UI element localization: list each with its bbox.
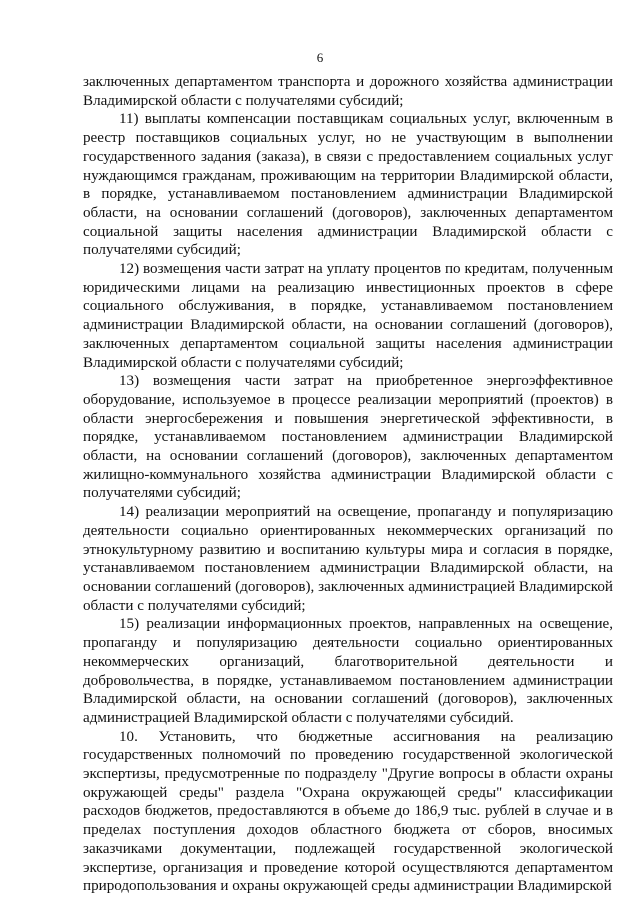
document-body <box>83 73 613 896</box>
page-number: 6 <box>316 50 324 65</box>
paragraph-item-15: 15) реализации информационных проектов, направленных на освещение, пропаганду и популяризацию деятельности социально ориентированных некоммерческих организаций, благотворительной деятельности и добровольчества, в порядке, устанавливаемом постановлением администрации Владимирской области, на основании соглашений (договоров), заключенных администрацией Владимирской области с получателями субсидий. <box>83 616 613 726</box>
paragraph-item-14: 14) реализации мероприятий на освещение, пропаганду и популяризацию деятельности социально ориентированных некоммерческих организаций по этнокультурному развитию и воспитанию культуры мира и согласия в порядке, устанавливаемом постановлением администрации Владимирской области, на основании соглашений (договоров), заключенных администрацией Владимирской области с получателями субсидий; <box>83 504 613 614</box>
paragraph-item-13: 13) возмещения части затрат на приобретенное энергоэффективное оборудование, используемое в процессе реализации мероприятий (проектов) в области энергосбережения и повышения энергетической эффективности, в порядке, устанавливаемом постановлением администрации Владимирской области, на основании соглашений (договоров), заключенных департаментом жилищно-коммунального хозяйства администрации Владимирской области с получателями субсидий; <box>83 373 613 502</box>
paragraph-item-11: 11) выплаты компенсации поставщикам социальных услуг, включенным в реестр поставщиков социальных услуг, но не участвующим в выполнении государственного задания (заказа), в связи с предоставлением социальных услуг нуждающимся гражданам, проживающим на территории Владимирской области, в порядке, устанавливаемом постановлением администрации Владимирской области, на основании соглашений (договоров), заключенных департаментом социальной защиты населения администрации Владимирской области с получателями субсидий; <box>83 111 613 259</box>
paragraph-item-12: 12) возмещения части затрат на уплату процентов по кредитам, полученным юридическими лицами на реализацию инвестиционных проектов в сфере социального обслуживания, в порядке, устанавливаемом постановлением администрации Владимирской области, на основании соглашений (договоров), заключенных департаментом социальной защиты населения администрации Владимирской области с получателями субсидий; <box>83 261 613 371</box>
paragraph-continuation: заключенных департаментом транспорта и дорожного хозяйства администрации Владимирской области с получателями субсидий; <box>83 74 613 109</box>
paragraph-section-10: 10. Установить, что бюджетные ассигнования на реализацию государственных полномочий по проведению государственной экологической экспертизы, предусмотренные по подразделу "Другие вопросы в области охраны окружающей среды" раздела "Охрана окружающей среды" классификации расходов бюджетов, предоставляются в объеме до 186,9 тыс. рублей в случае и в пределах поступления доходов областного бюджета от сборов, вносимых заказчиками документации, подлежащей государственной экологической экспертизе, организация и проведение которой осуществляются департаментом природопользования и охраны окружающей среды администрации Владимирской <box>83 728 613 895</box>
